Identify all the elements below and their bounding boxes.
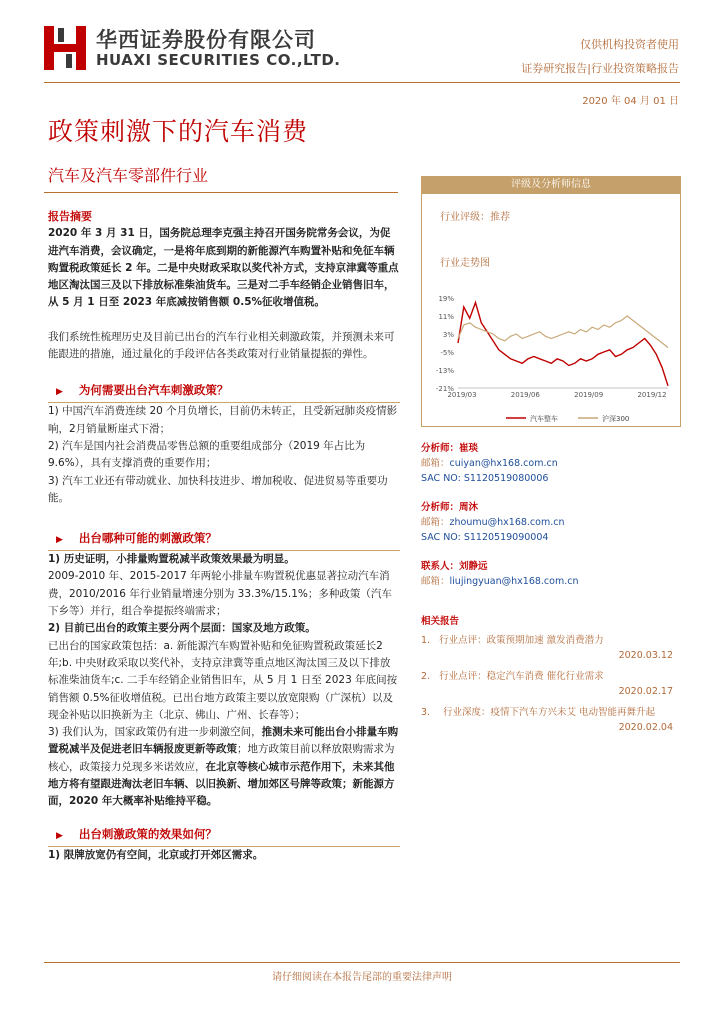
report-title: 政策刺激下的汽车消费 — [48, 117, 309, 146]
x-tick-label: 2019/03 — [447, 391, 477, 399]
trend-chart — [428, 292, 676, 430]
summary-heading: 报告摘要 — [48, 210, 92, 223]
x-tick-label: 2019/09 — [574, 391, 604, 399]
industry-divider — [44, 192, 398, 193]
section-2-point-3: 3) 我们认为，国家政策仍有进一步刺激空间，推测未来可能出台小排量车购置税减半及促进老旧车辆报废更新等政策；地方政策目前以释放限购需求为核心，政策接力兑现多米诺效应，在北京等核心城市示范作用下，未来其他地方将有望跟进淘汰老旧车辆、以旧换新、增加郊区号牌等政策；新能源方面，2020 年大概率补贴维持平稳。 — [48, 726, 399, 808]
related-report-3[interactable]: 3. 行业深度：疫情下汽车方兴未艾 电动智能再舞升起 2020.02.04 — [421, 707, 673, 733]
report-date: 2020 年 04 月 01 日 — [582, 96, 679, 107]
industry-title: 汽车及汽车零部件行业 — [48, 166, 209, 185]
sidebar-header: 评级及分析师信息 — [421, 176, 681, 194]
rating-box — [421, 194, 681, 427]
related-report-2[interactable]: 2. 行业点评：稳定汽车消费 催化行业需求 2020.02.17 — [421, 671, 673, 697]
y-tick-label: 19% — [438, 295, 454, 303]
triangle-icon: ▶ — [56, 387, 63, 398]
footer-divider — [44, 962, 680, 963]
analyst-1: 分析师：崔琰 邮箱：cuiyan@hx168.com.cn SAC NO: S1120519080006 — [421, 443, 558, 484]
triangle-icon: ▶ — [56, 830, 63, 841]
sidebar — [421, 176, 681, 735]
y-tick-label: -13% — [435, 367, 454, 375]
y-tick-label: 11% — [438, 313, 454, 321]
analyst-2: 分析师：周沐 邮箱：zhoumu@hx168.com.cn SAC NO: S1120519090004 — [421, 502, 565, 543]
triangle-icon: ▶ — [56, 535, 63, 546]
summary-para-1: 2020 年 3 月 31 日，国务院总理李克强主持召开国务院常务会议，为促进汽车消费，会议确定，一是将年底到期的新能源汽车购置补贴和免征车辆购置税政策延长 2 年。二是中央财政采取以奖代补方式，支持京津冀等重点地区淘汰国三及以下排放标准柴油货车。三是对二手车经销企业销售旧车，从 5 月 1 日至 2023 年底减按销售额 0.5%征收增值税。 — [48, 227, 399, 309]
header-divider — [44, 82, 680, 83]
related-report-1[interactable]: 1. 行业点评：政策预期加速 激发消费潜力 2020.03.12 — [421, 635, 673, 661]
audience-tag: 仅供机构投资者使用 — [580, 38, 679, 51]
series-line-1 — [458, 303, 668, 386]
report-type-tag: 证券研究报告|行业投资策略报告 — [521, 62, 679, 75]
legal-notice: 请仔细阅读在本报告尾部的重要法律声明 — [272, 972, 452, 983]
section-2-point-1-body: 2009-2010 年、2015-2017 年两轮小排量车购置税优惠显著拉动汽车消费，2010/2016 年行业销量增速分别为 33.3%/15.1%；多种政策（汽车下乡等）并行，组合拳提振终端需求； — [48, 570, 392, 618]
x-tick-label: 2019/06 — [510, 391, 540, 399]
section-1-item-1: 1) 中国汽车消费连续 20 个月负增长，目前仍未转正，且受新冠肺炎疫情影响，2月销量断崖式下滑； — [48, 405, 398, 435]
x-tick-label: 2019/12 — [637, 391, 667, 399]
section-3-title: ▶ 出台刺激政策的效果如何？ — [48, 825, 400, 847]
section-2-point-1-head: 1) 历史证明，小排量购置税减半政策效果最为明显。 — [48, 553, 295, 566]
section-1-item-2: 2) 汽车是国内社会消费品零售总额的重要组成部分（2019 年占比为 9.6%），具有支撑消费的重要作用； — [48, 439, 366, 470]
y-tick-label: -5% — [440, 349, 454, 357]
contact: 联系人：刘静远 邮箱：liujingyuan@hx168.com.cn — [421, 561, 579, 587]
section-1-title: ▶ 为何需要出台汽车刺激政策？ — [48, 381, 400, 403]
company-logo-icon — [44, 26, 86, 70]
trend-label: 行业走势图 — [440, 258, 490, 269]
analyst-1-email[interactable]: cuiyan@hx168.com.cn — [449, 458, 558, 469]
contact-email[interactable]: liujingyuan@hx168.com.cn — [449, 576, 579, 587]
legend-label: 沪深300 — [602, 415, 630, 423]
series-line-2 — [458, 316, 668, 348]
company-name-en: HUAXI SECURITIES CO.,LTD. — [96, 51, 341, 69]
main-content — [48, 208, 400, 864]
section-2-point-2-body: 已出台的国家政策包括：a. 新能源汽车购置补贴和免征购置税政策延长2年;b. 中央财政采取以奖代补，支持京津冀等重点地区淘汰国三及以下排放标准柴油货车;c. 二手车经销企业销售旧车，从 5 月 1 日至 2023 年底间按销售额 0.5%征收增值税。已出台地方政策主要以放宽限购（广深杭）以及现金补贴以旧换新为主（北京、佛山、广州、长春等）； — [48, 639, 398, 721]
company-name-cn: 华西证券股份有限公司 — [96, 28, 316, 52]
analyst-2-email[interactable]: zhoumu@hx168.com.cn — [449, 517, 565, 528]
section-3-point-1: 1) 限牌放宽仍有空间，北京或打开郊区需求。 — [48, 848, 264, 861]
legend-label: 汽车整车 — [530, 415, 558, 423]
y-tick-label: 3% — [442, 331, 454, 339]
section-2-point-2-head: 2) 目前已出台的政策主要分两个层面：国家及地方政策。 — [48, 622, 316, 635]
related-reports-title: 相关报告 — [421, 616, 460, 627]
section-2-title: ▶ 出台哪种可能的刺激政策？ — [48, 529, 400, 551]
summary-para-2: 我们系统性梳理历史及目前已出台的汽车行业相关刺激政策，并预测未来可能跟进的措施，通过量化的手段评估各类政策对行业销量提振的弹性。 — [48, 330, 395, 361]
y-tick-label: -21% — [435, 385, 454, 393]
section-1-item-3: 3) 汽车工业还有带动就业、加快科技进步、增加税收、促进贸易等重要功能。 — [48, 474, 388, 504]
industry-rating: 行业评级：推荐 — [440, 212, 510, 223]
